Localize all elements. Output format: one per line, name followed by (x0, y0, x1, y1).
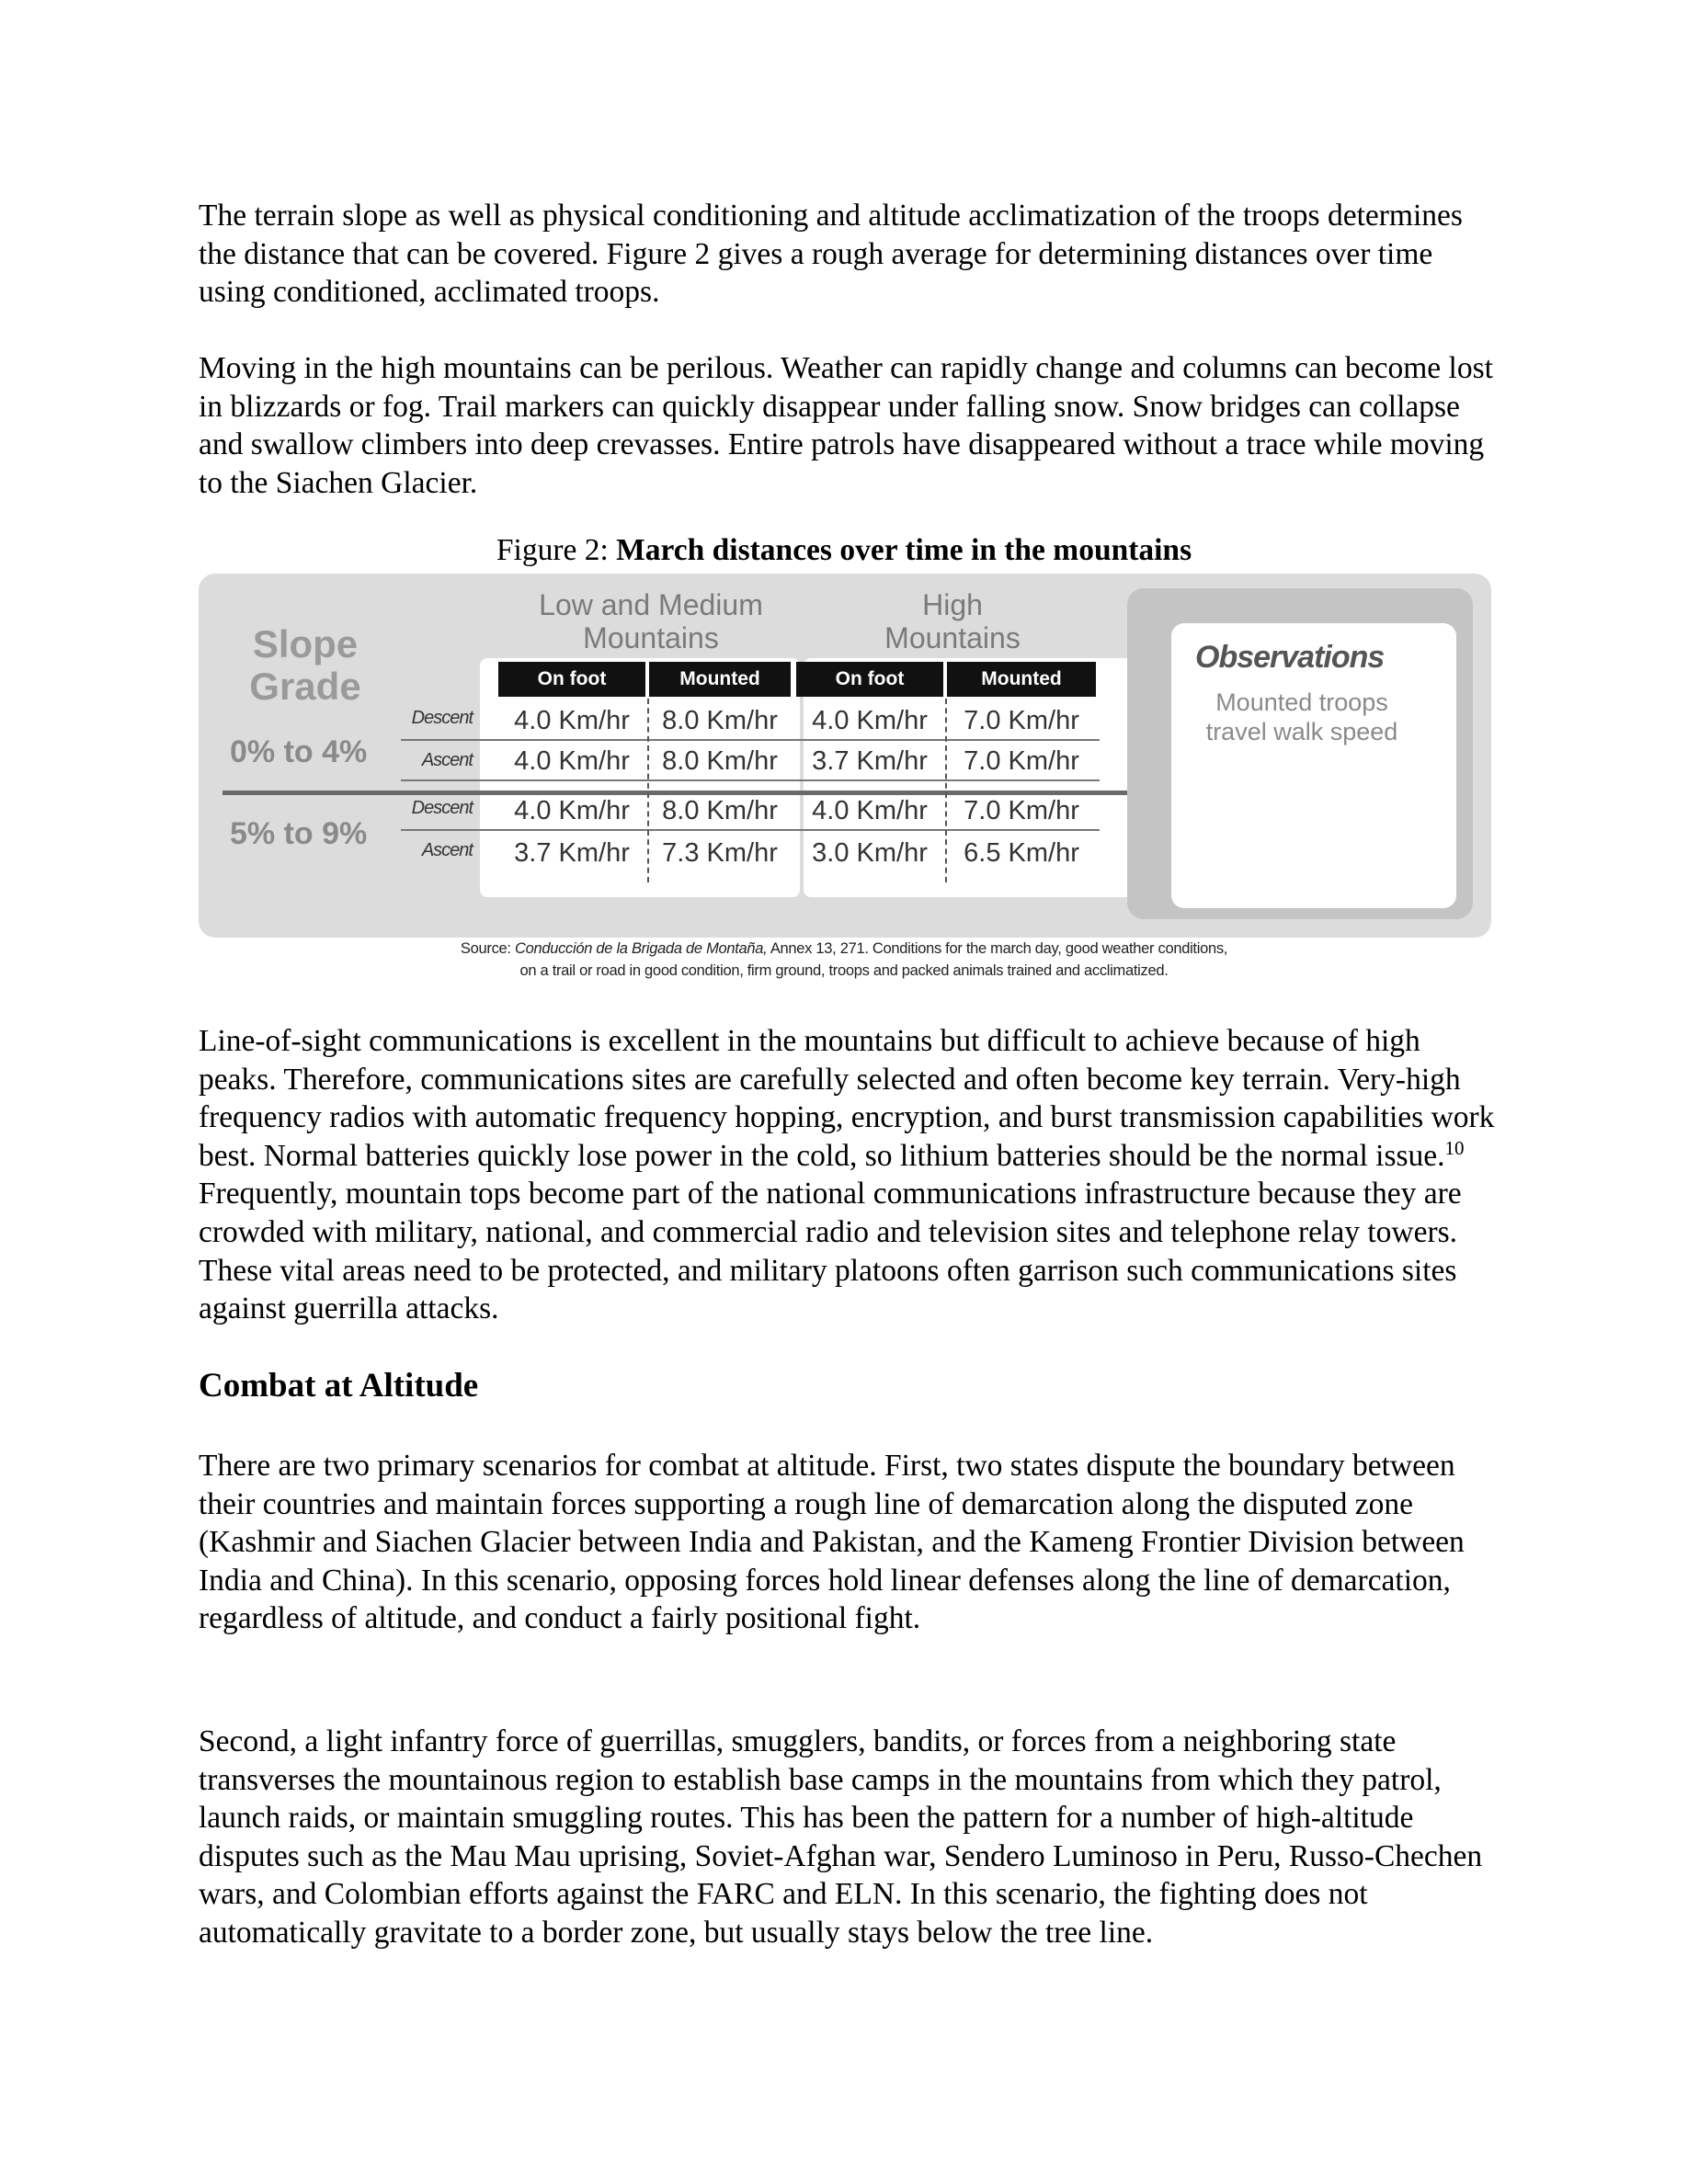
table-cell: 6.5 Km/hr (964, 838, 1079, 868)
observations-text: Mounted troops travel walk speed (1205, 688, 1398, 745)
paragraph-first-scenario: There are two primary scenarios for combat at altitude. First, two states dispute the boundary between their countries and maintain forces supporting a rough line of demarcation along the disputed zone (Kashmir and Siachen Glacier between India and Pakistan, and the Kameng Frontier Division between India and China). In this scenario, opposing forces hold linear defenses along the line of demarcation, regardless of altitude, and conduct a fairly positional fight. (199, 1449, 1465, 1636)
source-line2: on a trail or road in good condition, firm ground, troops and packed animals trained and acclimatized. (519, 962, 1169, 979)
paragraph-line-of-sight (199, 1022, 1504, 1328)
paragraph-second-scenario: Second, a light infantry force of guerrillas, smugglers, bandits, or forces from a neighboring state transverses the mountainous region to establish base camps in the mountains from which they patrol, launch raids, or maintain smuggling routes. This has been the pattern for a number of high-altitude disputes such as the Mau Mau uprising, Soviet-Afghan war, Sendero Luminoso in Peru, Russo-Chechen wars, and Colombian efforts against the FARC and ELN. In this scenario, the fighting does not automatically gravitate to a border zone, but usually stays below the tree line. (199, 1724, 1483, 1950)
section-heading: Combat at Altitude (199, 1367, 479, 1405)
figure-caption (0, 533, 1688, 568)
col-header-low-mounted: Mounted (649, 662, 791, 697)
observations-title: Observations (1195, 640, 1385, 675)
group-low-line1: Low and Medium (539, 588, 763, 621)
group-header-low-medium (531, 588, 770, 654)
grade-label-0-4: 0% to 4% (230, 734, 368, 769)
row-rule (401, 739, 1100, 741)
march-distance-figure (199, 574, 1491, 938)
row-rule (401, 829, 1100, 831)
table-cell: 3.7 Km/hr (514, 838, 630, 868)
figure-caption-prefix: Figure 2: (496, 533, 617, 567)
table-cell: 8.0 Km/hr (662, 746, 778, 776)
slope-grade-title (241, 623, 370, 708)
figure-caption-title: March distances over time in the mountains (616, 533, 1192, 567)
col-header-high-onfoot: On foot (796, 662, 943, 697)
slope-title-line1: Slope (252, 622, 359, 665)
table-cell: 3.7 Km/hr (812, 746, 928, 776)
row-rule (401, 779, 1100, 781)
source-line1 (0, 938, 1688, 960)
row-label-descent-1: Descent (411, 708, 473, 728)
table-cell: 4.0 Km/hr (514, 796, 630, 825)
source-title: Conducción de la Brigada de Montaña, (514, 940, 768, 957)
grade-label-5-9: 5% to 9% (230, 816, 368, 851)
table-cell: 3.0 Km/hr (812, 838, 928, 868)
row-label-ascent-2: Ascent (421, 840, 473, 860)
group-low-line2: Mountains (583, 621, 719, 654)
source-rest: Annex 13, 271. Conditions for the march day, good weather conditions, (767, 940, 1228, 957)
figure-source-note (0, 938, 1688, 982)
group-high-line2: Mountains (884, 621, 1021, 654)
p3-text-before: Line-of-sight communications is excellent in the mountains but difficult to achieve because of high peaks. Therefore, communications sites are carefully selected and often become key terrain. Very-high frequency radios with automatic frequency hopping, encryption, and burst transmission capabilities work best. Normal batteries quickly lose power in the cold, so lithium batteries should be the normal issue. (199, 1024, 1495, 1173)
source-prefix: Source: (460, 940, 515, 957)
col-header-high-mounted: Mounted (947, 662, 1096, 697)
table-cell: 8.0 Km/hr (662, 796, 778, 825)
row-label-ascent-1: Ascent (421, 750, 473, 770)
paragraph-terrain-slope: The terrain slope as well as physical conditioning and altitude acclimatization of the troops determines the distance that can be covered. Figure 2 gives a rough average for determining distances over time using conditioned, acclimated troops. (199, 199, 1463, 310)
table-cell: 7.0 Km/hr (964, 796, 1079, 825)
slope-title-line2: Grade (249, 665, 361, 708)
table-cell: 7.0 Km/hr (964, 706, 1079, 735)
col-header-low-onfoot: On foot (498, 662, 645, 697)
p3-text-after: Frequently, mountain tops become part of the national communications infrastructure because they are crowded with military, national, and commercial radio and television sites and telephone relay towers. These vital areas need to be protected, and military platoons often garrison such communications sites against guerrilla attacks. (199, 1177, 1462, 1326)
group-header-high (824, 588, 1081, 654)
group-high-line1: High (922, 588, 983, 621)
table-cell: 8.0 Km/hr (662, 706, 778, 735)
paragraph-high-mountains-peril: Moving in the high mountains can be perilous. Weather can rapidly change and columns can become lost in blizzards or fog. Trail markers can quickly disappear under falling snow. Snow bridges can collapse and swallow climbers into deep crevasses. Entire patrols have disappeared without a trace while moving to the Siachen Glacier. (199, 351, 1493, 500)
table-cell: 7.3 Km/hr (662, 838, 778, 868)
table-cell: 7.0 Km/hr (964, 746, 1079, 776)
footnote-ref: 10 (1444, 1136, 1465, 1159)
table-cell: 4.0 Km/hr (812, 796, 928, 825)
table-cell: 4.0 Km/hr (514, 746, 630, 776)
table-cell: 4.0 Km/hr (514, 706, 630, 735)
row-label-descent-2: Descent (411, 798, 473, 818)
table-cell: 4.0 Km/hr (812, 706, 928, 735)
